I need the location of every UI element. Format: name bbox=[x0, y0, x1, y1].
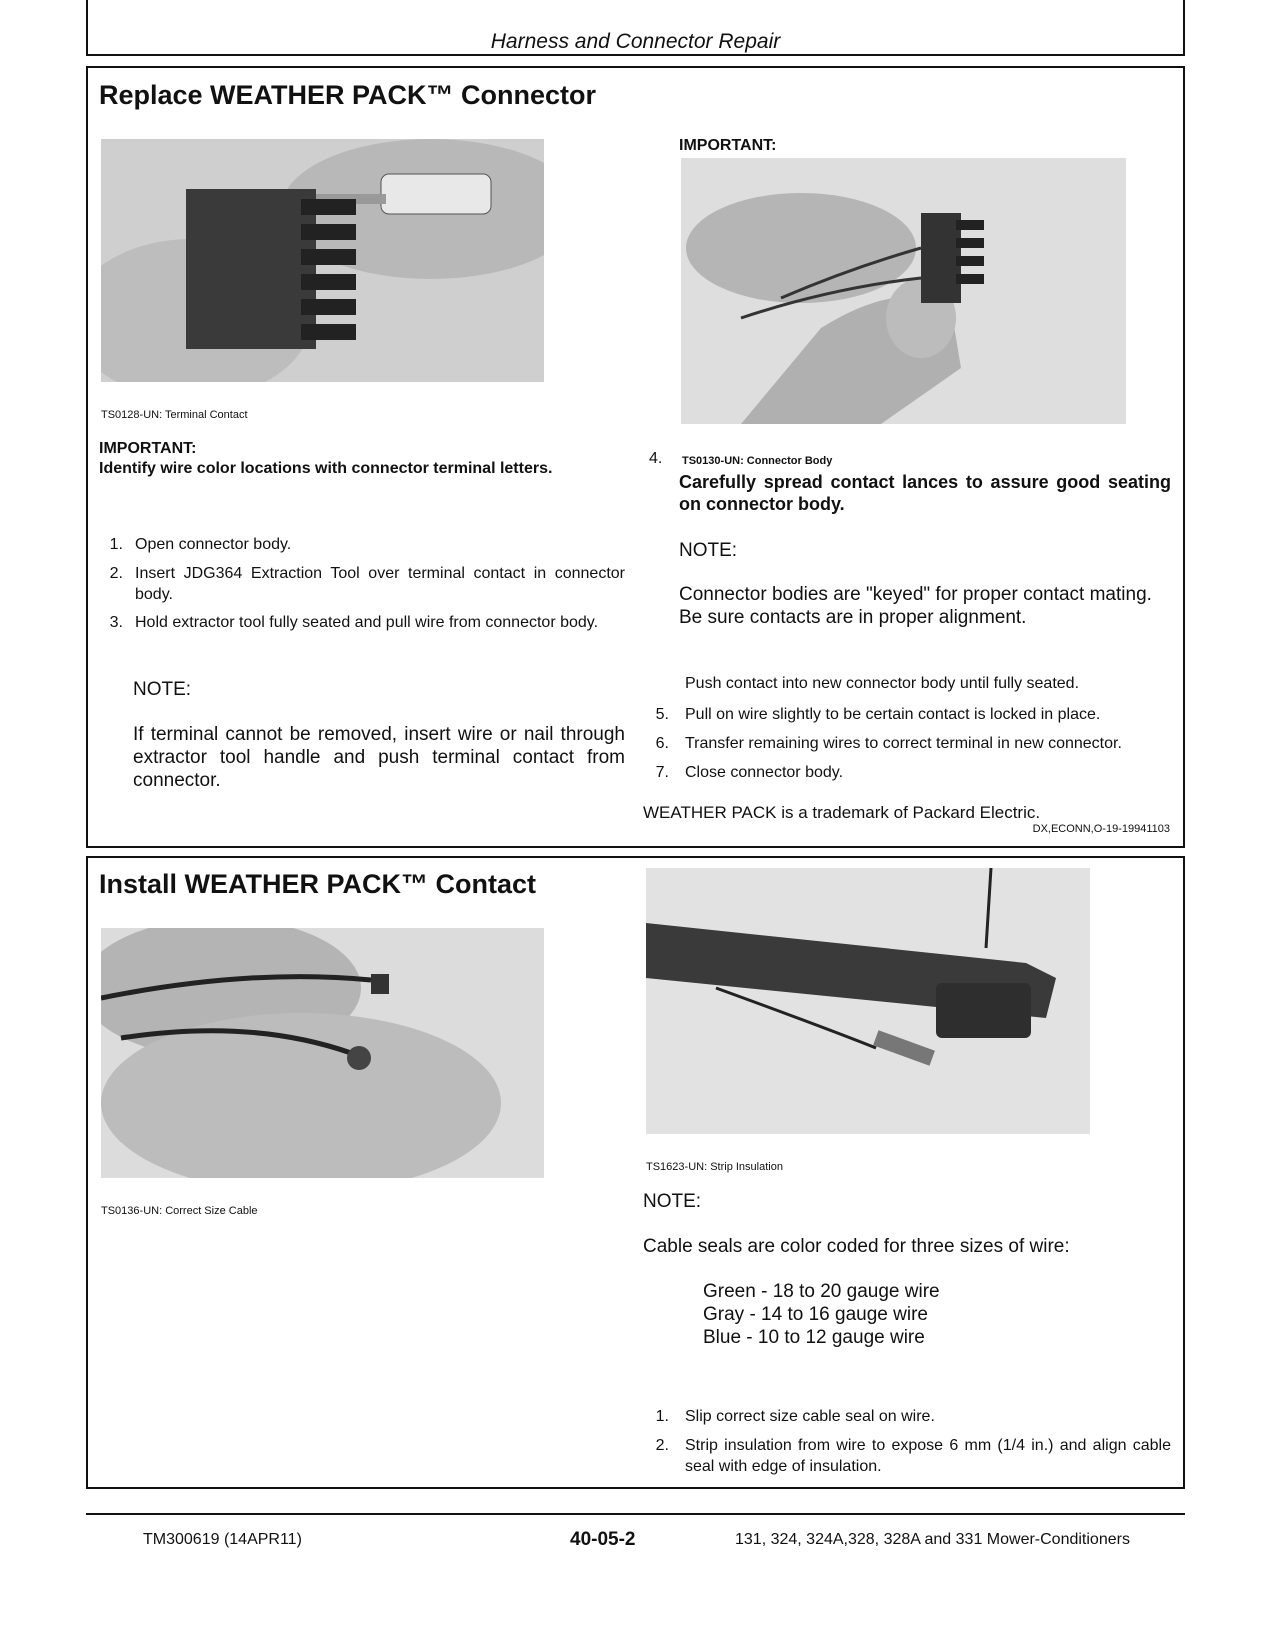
photo-correct-size-cable bbox=[101, 928, 544, 1178]
wire-size-gray: Gray - 14 to 16 gauge wire bbox=[703, 1304, 928, 1325]
step-4-number: 4. bbox=[649, 450, 663, 467]
step-number: 1. bbox=[109, 536, 123, 553]
note-text-right: Connector bodies are "keyed" for proper contact mating. Be sure contacts are in proper alignment. bbox=[679, 584, 1152, 628]
wire-size-green: Green - 18 to 20 gauge wire bbox=[703, 1281, 940, 1302]
step-number: 3. bbox=[109, 614, 123, 631]
note-label-left: NOTE: bbox=[133, 679, 192, 700]
step-number: 2. bbox=[109, 565, 123, 582]
note-label-right: NOTE: bbox=[679, 540, 738, 561]
caption-connector-body: TS0130-UN: Connector Body bbox=[682, 455, 833, 467]
step-text: Insert JDG364 Extraction Tool over terminal contact in connector body. bbox=[135, 565, 625, 603]
footer-page-number: 40-05-2 bbox=[570, 1529, 636, 1550]
list-item bbox=[649, 762, 1171, 784]
caption-terminal-contact: TS0128-UN: Terminal Contact bbox=[101, 409, 248, 421]
step-number: 6. bbox=[655, 735, 669, 752]
header-box bbox=[86, 0, 1185, 56]
photo-connector-body bbox=[681, 158, 1126, 424]
footer-models: 131, 324, 324A,328, 328A and 331 Mower-Conditioners bbox=[735, 1531, 1130, 1548]
list-item bbox=[649, 1406, 1171, 1428]
step-text: Open connector body. bbox=[135, 536, 292, 553]
step-4-text: Carefully spread contact lances to assure good seating on connector body. bbox=[679, 472, 1171, 514]
list-item bbox=[649, 704, 1171, 726]
step-text: Transfer remaining wires to correct terminal in new connector. bbox=[685, 735, 1122, 752]
list-item bbox=[103, 534, 625, 556]
step-text: Hold extractor tool fully seated and pull wire from connector body. bbox=[135, 614, 599, 631]
reference-code: DX,ECONN,O-19-19941103 bbox=[1032, 823, 1170, 835]
section-title-install-contact: Install WEATHER PACK™ Contact bbox=[99, 869, 537, 899]
note-text-install: Cable seals are color coded for three sizes of wire: bbox=[643, 1236, 1070, 1257]
trademark-note: WEATHER PACK is a trademark of Packard Electric. bbox=[643, 803, 1041, 822]
list-item bbox=[103, 612, 625, 656]
list-item bbox=[103, 563, 625, 607]
footer-doc-id: TM300619 (14APR11) bbox=[143, 1531, 302, 1548]
important-text-left: Identify wire color locations with connector terminal letters. bbox=[99, 460, 553, 477]
step-text: Pull on wire slightly to be certain contact is locked in place. bbox=[685, 706, 1101, 723]
photo-strip-insulation bbox=[646, 868, 1090, 1134]
step-number: 5. bbox=[655, 706, 669, 723]
footer-rule bbox=[86, 1513, 1185, 1515]
list-item bbox=[649, 1435, 1171, 1479]
note-text-left: If terminal cannot be removed, insert wire or nail through extractor tool handle and push terminal contact from connector. bbox=[133, 724, 625, 791]
list-item bbox=[649, 733, 1171, 755]
step-text: Close connector body. bbox=[685, 764, 844, 781]
page-header-title: Harness and Connector Repair bbox=[490, 30, 781, 53]
section-title-replace-connector: Replace WEATHER PACK™ Connector bbox=[99, 80, 597, 110]
wire-size-blue: Blue - 10 to 12 gauge wire bbox=[703, 1327, 925, 1348]
caption-strip-insulation: TS1623-UN: Strip Insulation bbox=[646, 1161, 783, 1173]
step-text: Slip correct size cable seal on wire. bbox=[685, 1408, 935, 1425]
important-label-right: IMPORTANT: bbox=[679, 137, 777, 154]
note-label-install: NOTE: bbox=[643, 1191, 702, 1212]
caption-correct-size-cable: TS0136-UN: Correct Size Cable bbox=[101, 1205, 258, 1217]
important-label-left: IMPORTANT: bbox=[99, 440, 197, 457]
photo-terminal-contact bbox=[101, 139, 544, 382]
step-number: 7. bbox=[655, 764, 669, 781]
step-number: 2. bbox=[655, 1437, 669, 1454]
step-number: 1. bbox=[655, 1408, 669, 1425]
push-contact-text: Push contact into new connector body until fully seated. bbox=[685, 675, 1080, 692]
step-text: Strip insulation from wire to expose 6 mm (1/4 in.) and align cable seal with edge of insulation. bbox=[685, 1437, 1171, 1475]
